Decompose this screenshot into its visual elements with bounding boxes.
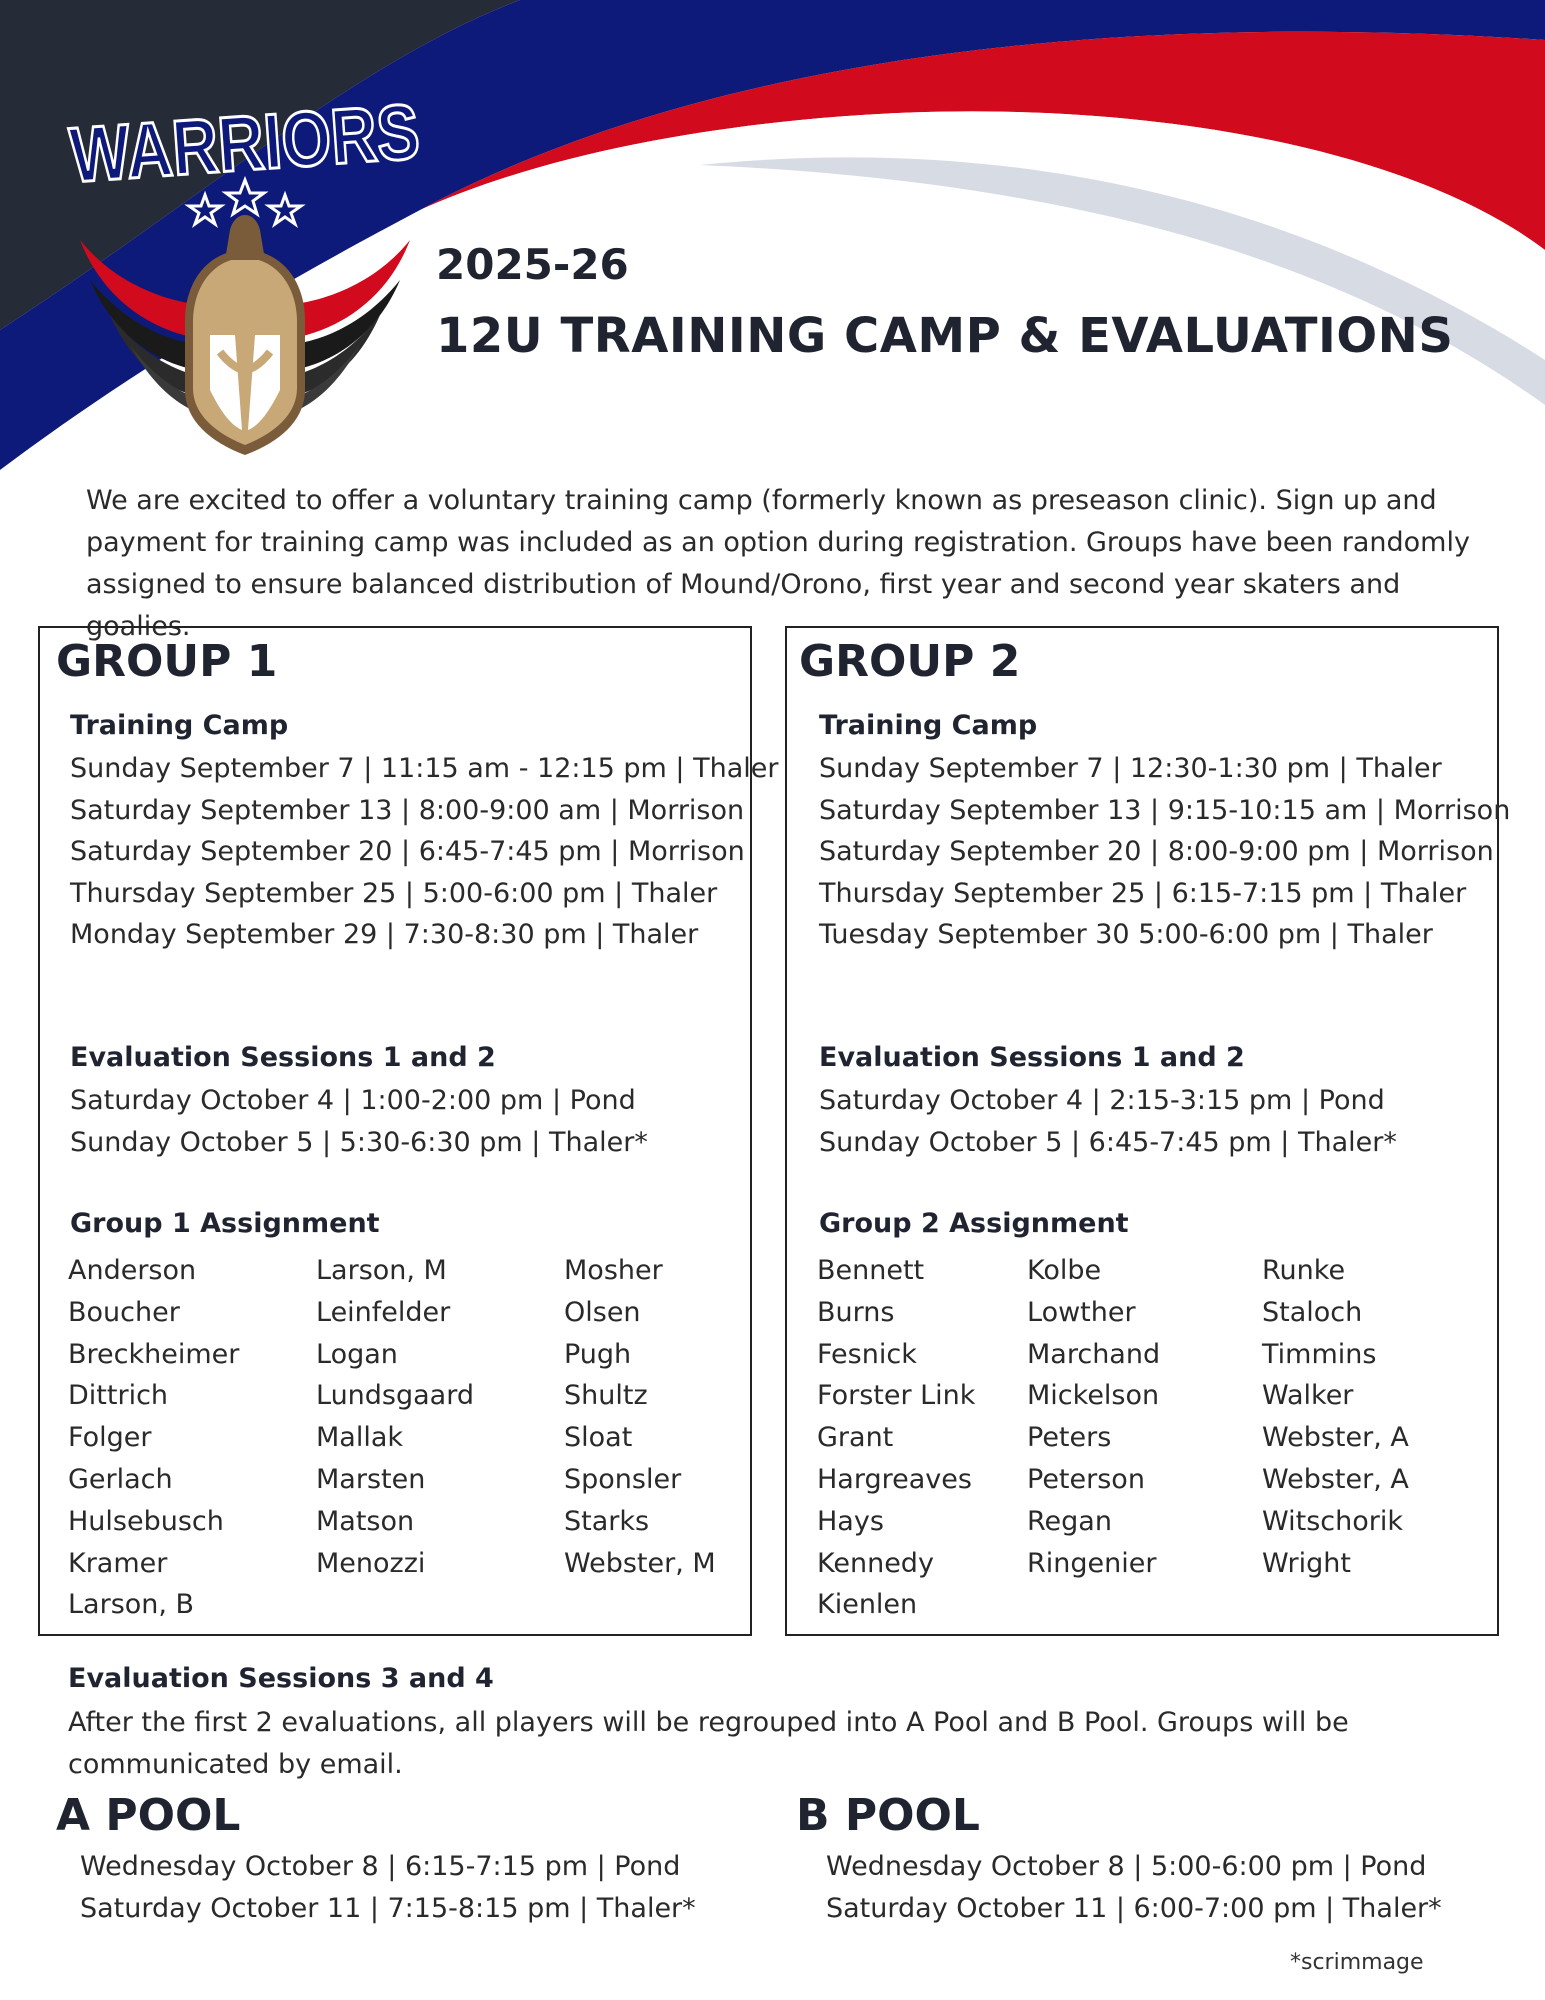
- player-name: Starks: [564, 1505, 650, 1537]
- pool-session: Saturday October 11 | 6:00-7:00 pm | Thaler*: [826, 1893, 1442, 1924]
- group-1-training-heading: Training Camp: [70, 710, 289, 741]
- a-pool-list: [80, 1846, 696, 1930]
- player-name: Hargreaves: [817, 1463, 972, 1495]
- player-name: Fesnick: [817, 1338, 917, 1370]
- group-1-title: GROUP 1: [56, 636, 278, 687]
- player-name: Larson, M: [316, 1255, 447, 1286]
- group-2-names-col-1: [817, 1250, 975, 1626]
- player-name: Leinfelder: [316, 1296, 451, 1328]
- player-name: Lundsgaard: [316, 1380, 474, 1412]
- training-session: Saturday September 13 | 8:00-9:00 am | Morrison: [70, 794, 745, 826]
- training-session: Saturday September 20 | 6:45-7:45 pm | Morrison: [70, 836, 745, 867]
- group-1-training-list: [70, 748, 778, 956]
- player-name: Mosher: [564, 1255, 663, 1286]
- player-name: Witschorik: [1262, 1505, 1403, 1537]
- player-name: Grant: [817, 1422, 894, 1454]
- player-name: Breckheimer: [68, 1338, 240, 1370]
- group-2-training-list: [819, 748, 1510, 956]
- training-session: Thursday September 25 | 6:15-7:15 pm | Thaler: [819, 877, 1467, 909]
- group-1-eval-heading: Evaluation Sessions 1 and 2: [70, 1042, 496, 1073]
- eval-session: Sunday October 5 | 5:30-6:30 pm | Thaler*: [70, 1126, 648, 1158]
- player-name: Olsen: [564, 1296, 641, 1328]
- player-name: Webster, A: [1262, 1463, 1409, 1495]
- player-name: Mickelson: [1027, 1380, 1160, 1412]
- player-name: Kramer: [68, 1547, 168, 1579]
- player-name: Anderson: [68, 1255, 197, 1286]
- eval-session: Sunday October 5 | 6:45-7:45 pm | Thaler*: [819, 1126, 1397, 1158]
- logo-wordmark: WARRIORS: [66, 81, 501, 200]
- player-name: Webster, M: [564, 1547, 716, 1579]
- player-name: Walker: [1262, 1380, 1354, 1412]
- group-2-names-col-2: [1027, 1250, 1160, 1584]
- eval-session: Saturday October 4 | 1:00-2:00 pm | Pond: [70, 1085, 636, 1116]
- group-1-names-col-3: [564, 1250, 716, 1584]
- player-name: Boucher: [68, 1296, 180, 1328]
- pool-session: Wednesday October 8 | 6:15-7:15 pm | Pond: [80, 1851, 681, 1882]
- player-name: Gerlach: [68, 1463, 173, 1495]
- player-name: Runke: [1262, 1255, 1346, 1286]
- player-name: Webster, A: [1262, 1422, 1409, 1454]
- warriors-logo: [60, 81, 501, 470]
- group-1-names-col-1: [68, 1250, 239, 1626]
- player-name: Regan: [1027, 1505, 1112, 1537]
- player-name: Kennedy: [817, 1547, 934, 1579]
- player-name: Menozzi: [316, 1547, 426, 1579]
- intro-paragraph: We are excited to offer a voluntary training camp (formerly known as preseason clinic). Sign up and payment for training camp was included as an option during registration. Groups have been randomly assigned to ensure balanced distribution of Mound/Orono, first year and second year skaters and goalies.: [86, 485, 1470, 642]
- player-name: Hulsebusch: [68, 1505, 224, 1537]
- scrimmage-footnote: *scrimmage: [1290, 1950, 1424, 1975]
- training-session: Saturday September 20 | 8:00-9:00 pm | Morrison: [819, 836, 1494, 867]
- player-name: Bennett: [817, 1255, 925, 1286]
- title-year: 2025-26: [436, 240, 629, 289]
- player-name: Dittrich: [68, 1380, 169, 1412]
- training-session: Monday September 29 | 7:30-8:30 pm | Thaler: [70, 919, 699, 950]
- group-1-names-col-2: [316, 1250, 474, 1584]
- player-name: Marsten: [316, 1463, 426, 1495]
- player-name: Larson, B: [68, 1589, 195, 1621]
- training-session: Sunday September 7 | 12:30-1:30 pm | Thaler: [819, 753, 1442, 784]
- group-2-eval-list: [819, 1080, 1397, 1163]
- training-session: Sunday September 7 | 11:15 am - 12:15 pm | Thaler: [70, 753, 779, 784]
- b-pool-title: B POOL: [796, 1790, 980, 1841]
- player-name: Peters: [1027, 1422, 1112, 1454]
- training-session: Thursday September 25 | 5:00-6:00 pm | Thaler: [70, 877, 718, 909]
- player-name: Folger: [68, 1422, 152, 1454]
- pool-session: Wednesday October 8 | 5:00-6:00 pm | Pond: [826, 1851, 1427, 1882]
- player-name: Marchand: [1027, 1338, 1161, 1370]
- eval-session: Saturday October 4 | 2:15-3:15 pm | Pond: [819, 1085, 1385, 1116]
- player-name: Hays: [817, 1505, 884, 1537]
- page-title: 12U TRAINING CAMP & EVALUATIONS: [436, 308, 1454, 364]
- player-name: Kolbe: [1027, 1255, 1102, 1286]
- group-2-training-heading: Training Camp: [819, 710, 1038, 741]
- eval-3-4-text: After the first 2 evaluations, all players will be regrouped into A Pool and B Pool. Groups will be communicated by email.: [68, 1707, 1349, 1780]
- player-name: Pugh: [564, 1338, 632, 1370]
- player-name: Shultz: [564, 1380, 648, 1412]
- a-pool-title: A POOL: [56, 1790, 241, 1841]
- player-name: Staloch: [1262, 1296, 1363, 1328]
- player-name: Lowther: [1027, 1296, 1136, 1328]
- group-1-eval-list: [70, 1080, 648, 1163]
- training-session: Saturday September 13 | 9:15-10:15 am | Morrison: [819, 794, 1511, 826]
- training-session: Tuesday September 30 5:00-6:00 pm | Thaler: [819, 919, 1433, 950]
- pool-session: Saturday October 11 | 7:15-8:15 pm | Thaler*: [80, 1893, 696, 1924]
- group-2-assignment-heading: Group 2 Assignment: [819, 1208, 1129, 1239]
- player-name: Sponsler: [564, 1463, 682, 1495]
- group-2-title: GROUP 2: [799, 636, 1021, 687]
- player-name: Kienlen: [817, 1589, 918, 1621]
- player-name: Peterson: [1027, 1463, 1145, 1495]
- player-name: Wright: [1262, 1547, 1351, 1579]
- player-name: Burns: [817, 1296, 895, 1328]
- b-pool-list: [826, 1846, 1442, 1930]
- eval-3-4-heading: Evaluation Sessions 3 and 4: [68, 1663, 494, 1694]
- player-name: Mallak: [316, 1422, 404, 1454]
- group-1-assignment-heading: Group 1 Assignment: [70, 1208, 380, 1239]
- group-2-names-col-3: [1262, 1250, 1409, 1584]
- group-2-eval-heading: Evaluation Sessions 1 and 2: [819, 1042, 1245, 1073]
- player-name: Timmins: [1262, 1338, 1377, 1370]
- player-name: Matson: [316, 1505, 415, 1537]
- player-name: Forster Link: [817, 1380, 976, 1412]
- player-name: Logan: [316, 1338, 398, 1370]
- player-name: Ringenier: [1027, 1547, 1157, 1579]
- player-name: Sloat: [564, 1422, 633, 1454]
